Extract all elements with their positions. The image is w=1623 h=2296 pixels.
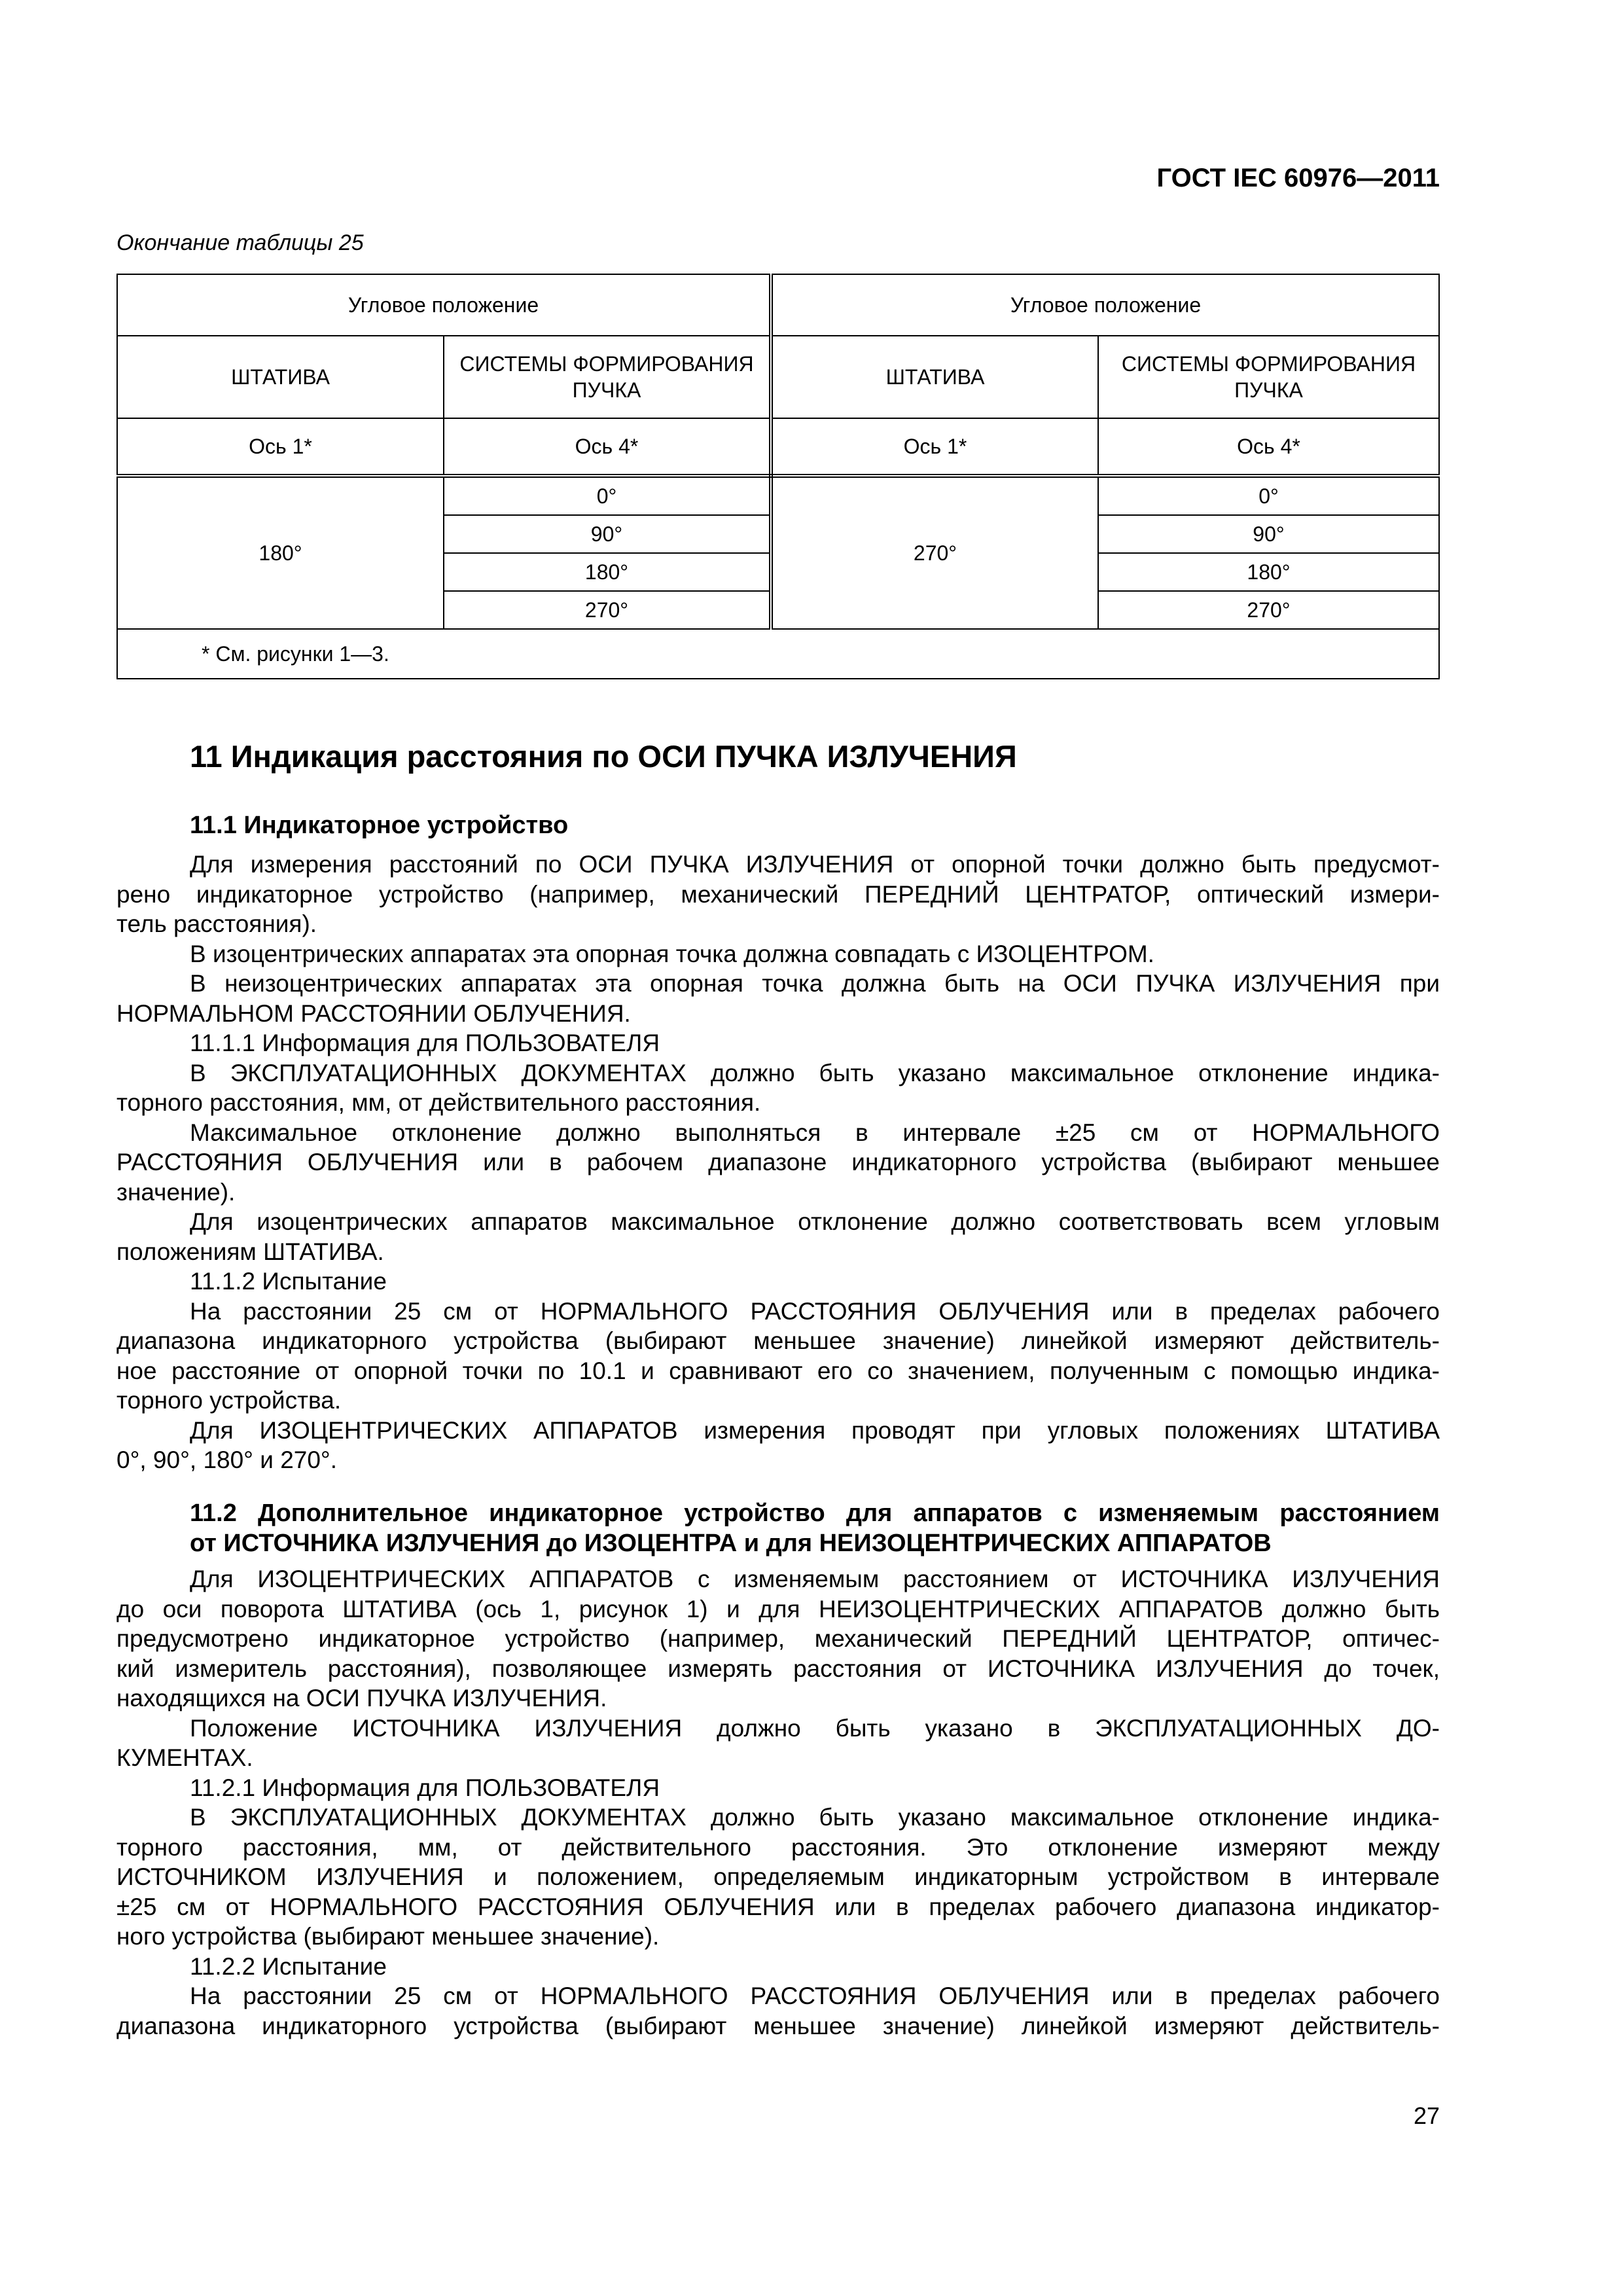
text-line: КУМЕНТАХ. <box>116 1744 253 1771</box>
text-line: Положение ИСТОЧНИКА ИЗЛУЧЕНИЯ должно быть указано в ЭКСПЛУАТАЦИОННЫХ ДО- <box>190 1714 1440 1742</box>
table-footnote: * См. рисунки 1—3. <box>117 629 1439 679</box>
axis-label: Ось 4* <box>1098 418 1439 476</box>
section-11-1-body <box>116 850 1440 1475</box>
beam-angle-cell: 0° <box>444 476 771 515</box>
column-header: ШТАТИВА <box>771 336 1098 418</box>
text-line: 11.1.1 Информация для ПОЛЬЗОВАТЕЛЯ <box>190 1030 660 1056</box>
axis-label: Ось 4* <box>444 418 771 476</box>
group-header-left: Угловое положение <box>117 274 771 336</box>
text-line: В ЭКСПЛУАТАЦИОННЫХ ДОКУМЕНТАХ должно быть указано максимальное отклонение индика- <box>190 1059 1440 1086</box>
text-line: 11.2.1 Информация для ПОЛЬЗОВАТЕЛЯ <box>190 1774 660 1801</box>
text-line: диапазона индикаторного устройства (выбирают меньшее значение) линейкой измеряют действитель- <box>116 1327 1440 1354</box>
gantry-angle-cell: 180° <box>117 476 444 629</box>
text-line: НОРМАЛЬНОМ РАССТОЯНИИ ОБЛУЧЕНИЯ. <box>116 999 631 1027</box>
text-line: ИСТОЧНИКОМ ИЗЛУЧЕНИЯ и положением, определяемым индикаторным устройством в интервале <box>116 1863 1440 1890</box>
text-line: Для изоцентрических аппаратов максимальное отклонение должно соответствовать всем угловым <box>190 1208 1440 1235</box>
text-line: 11.1.2 Испытание <box>190 1268 387 1295</box>
standard-code: ГОСТ IEC 60976—2011 <box>1156 164 1440 192</box>
text-line: Для ИЗОЦЕНТРИЧЕСКИХ АППАРАТОВ с изменяемым расстоянием от ИСТОЧНИКА ИЗЛУЧЕНИЯ <box>190 1566 1440 1592</box>
text-line: до оси поворота ШТАТИВА (ось 1, рисунок 1) и для НЕИЗОЦЕНТРИЧЕСКИХ АППАРАТОВ должно быть <box>116 1595 1440 1623</box>
text-line: ного устройства (выбирают меньшее значение). <box>116 1923 660 1950</box>
text-line: 0°, 90°, 180° и 270°. <box>116 1446 338 1473</box>
beam-angle-cell: 270° <box>1098 591 1439 629</box>
text-line: предусмотрено индикаторное устройство (например, механический ПЕРЕДНИЙ ЦЕНТРАТОР, оптичес- <box>116 1625 1440 1652</box>
beam-angle-cell: 90° <box>444 515 771 553</box>
column-header: СИСТЕМЫ ФОРМИРОВАНИЯ ПУЧКА <box>1098 336 1439 418</box>
page-number: 27 <box>1413 2102 1440 2129</box>
section-11-heading: 11 Индикация расстояния по ОСИ ПУЧКА ИЗЛУЧЕНИЯ <box>190 739 1017 774</box>
group-header-right: Угловое положение <box>771 274 1439 336</box>
text-line: торного устройства. <box>116 1387 342 1414</box>
text-line: На расстоянии 25 см от НОРМАЛЬНОГО РАССТОЯНИЯ ОБЛУЧЕНИЯ или в пределах рабочего <box>190 1297 1440 1325</box>
text-line: диапазона индикаторного устройства (выбирают меньшее значение) линейкой измеряют действитель- <box>116 2012 1440 2039</box>
text-line: В неизоцентрических аппаратах эта опорная точка должна быть на ОСИ ПУЧКА ИЗЛУЧЕНИЯ при <box>190 970 1440 997</box>
text-line: РАССТОЯНИЯ ОБЛУЧЕНИЯ или в рабочем диапазоне индикаторного устройства (выбирают меньшее <box>116 1149 1440 1175</box>
text-line: кий измеритель расстояния), позволяющее измерять расстояния от ИСТОЧНИКА ИЗЛУЧЕНИЯ до точек, <box>116 1655 1440 1682</box>
column-header: ШТАТИВА <box>117 336 444 418</box>
gantry-angle-cell: 270° <box>771 476 1098 629</box>
subsection-11-1-heading: 11.1 Индикаторное устройство <box>190 812 569 839</box>
text-line: Для ИЗОЦЕНТРИЧЕСКИХ АППАРАТОВ измерения проводят при угловых положениях ШТАТИВА <box>190 1416 1440 1444</box>
text-line: В ЭКСПЛУАТАЦИОННЫХ ДОКУМЕНТАХ должно быть указано максимальное отклонение индика- <box>190 1804 1440 1831</box>
text-line: находящихся на ОСИ ПУЧКА ИЗЛУЧЕНИЯ. <box>116 1685 607 1712</box>
text-line: Для измерения расстояний по ОСИ ПУЧКА ИЗЛУЧЕНИЯ от опорной точки должно быть предусмот- <box>190 851 1440 878</box>
section-11-2-body <box>116 1564 1440 2041</box>
text-line: тель расстояния). <box>116 910 317 937</box>
text-line: торного расстояния, мм, от действительного расстояния. Это отклонение измеряют между <box>116 1833 1440 1861</box>
text-line: Максимальное отклонение должно выполняться в интервале ±25 см от НОРМАЛЬНОГО <box>190 1119 1440 1146</box>
text-line: На расстоянии 25 см от НОРМАЛЬНОГО РАССТОЯНИЯ ОБЛУЧЕНИЯ или в пределах рабочего <box>190 1982 1440 2009</box>
table-caption: Окончание таблицы 25 <box>116 230 364 255</box>
beam-angle-cell: 180° <box>444 553 771 591</box>
axis-label: Ось 1* <box>771 418 1098 476</box>
text-line: положениям ШТАТИВА. <box>116 1238 384 1265</box>
text-line: ±25 см от НОРМАЛЬНОГО РАССТОЯНИЯ ОБЛУЧЕНИЯ или в пределах рабочего диапазона индикатор- <box>116 1893 1440 1920</box>
axis-label: Ось 1* <box>117 418 444 476</box>
beam-angle-cell: 90° <box>1098 515 1439 553</box>
beam-angle-cell: 0° <box>1098 476 1439 515</box>
text-line: торного расстояния, мм, от действительного расстояния. <box>116 1089 761 1116</box>
text-line: рено индикаторное устройство (например, механический ПЕРЕДНИЙ ЦЕНТРАТОР, оптический измери- <box>116 880 1440 908</box>
beam-angle-cell: 180° <box>1098 553 1439 591</box>
text-line: ное расстояние от опорной точки по 10.1 и сравнивают его со значением, полученным с помощью индика- <box>116 1357 1440 1384</box>
angular-positions-table <box>116 274 1440 679</box>
heading-line: 11.2 Дополнительное индикаторное устройство для аппаратов с изменяемым расстоянием <box>190 1499 1440 1527</box>
beam-angle-cell: 270° <box>444 591 771 629</box>
text-line: значение). <box>116 1178 236 1206</box>
text-line: 11.2.2 Испытание <box>190 1952 387 1980</box>
subsection-11-2-heading <box>116 1499 1440 1558</box>
heading-line: от ИСТОЧНИКА ИЗЛУЧЕНИЯ до ИЗОЦЕНТРА и для НЕИЗОЦЕНТРИЧЕСКИХ АППАРАТОВ <box>190 1529 1272 1557</box>
column-header: СИСТЕМЫ ФОРМИРОВАНИЯ ПУЧКА <box>444 336 771 418</box>
text-line: В изоцентрических аппаратах эта опорная точка должна совпадать с ИЗОЦЕНТРОМ. <box>190 940 1154 967</box>
